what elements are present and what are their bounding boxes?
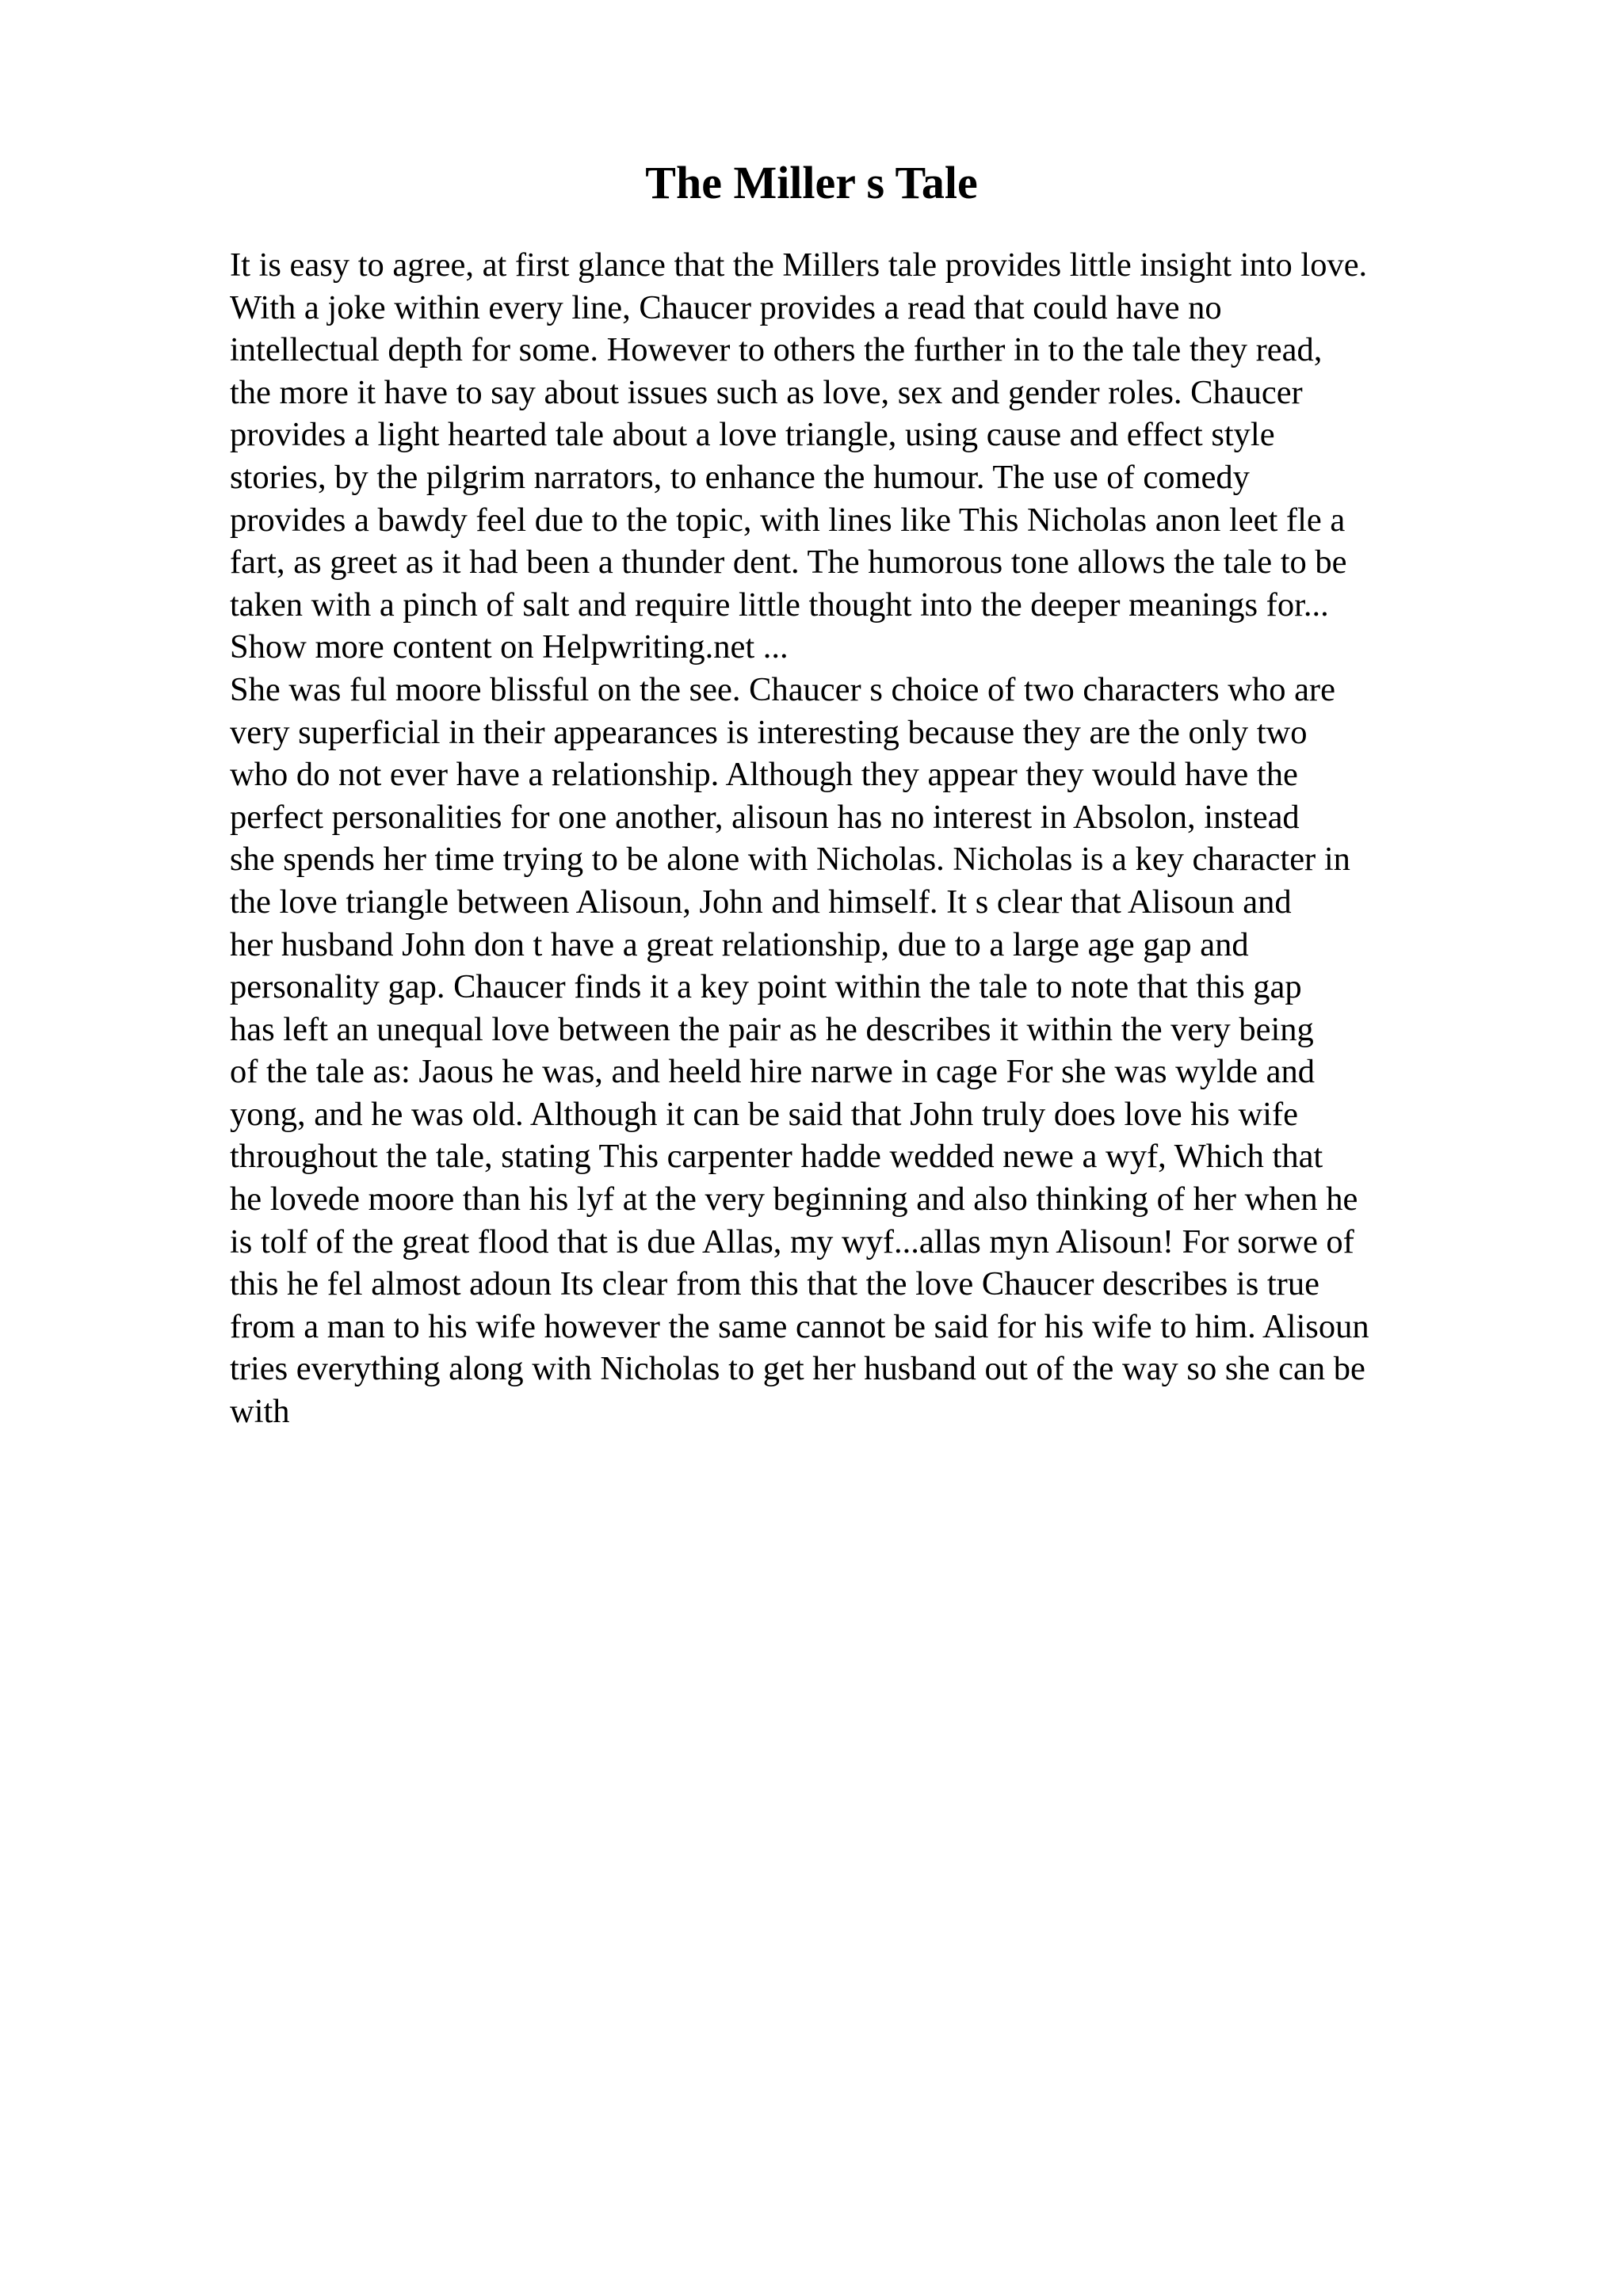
text-line: perfect personalities for one another, alisoun has no interest in Absolon, instead	[230, 798, 1300, 836]
text-line: he lovede moore than his lyf at the very beginning and also thinking of her when he	[230, 1180, 1358, 1219]
text-line: is tolf of the great flood that is due Allas, my wyf...allas myn Alisoun! For sorwe of	[230, 1222, 1354, 1261]
text-line: With a joke within every line, Chaucer provides a read that could have no	[230, 288, 1222, 326]
text-line: she spends her time trying to be alone with Nicholas. Nicholas is a key character in	[230, 841, 1350, 879]
text-line: yong, and he was old. Although it can be said that John truly does love his wife	[230, 1095, 1298, 1133]
text-line: tries everything along with Nicholas to get her husband out of the way so she can be	[230, 1350, 1365, 1388]
text-line: intellectual depth for some. However to others the further in to the tale they read,	[230, 331, 1323, 369]
text-line: from a man to his wife however the same cannot be said for his wife to him. Alisoun	[230, 1307, 1369, 1345]
text-line: taken with a pinch of salt and require little thought into the deeper meanings for...	[230, 585, 1329, 624]
text-line: Show more content on Helpwriting.net ...	[230, 628, 789, 666]
text-line: It is easy to agree, at first glance that the Millers tale provides little insight into love.	[230, 246, 1368, 284]
text-line: She was ful moore blissful on the see. Chaucer s choice of two characters who are	[230, 670, 1335, 708]
text-line: with	[230, 1393, 290, 1431]
text-line: provides a bawdy feel due to the topic, with lines like This Nicholas anon leet fle a	[230, 501, 1346, 539]
text-line: fart, as greet as it had been a thunder dent. The humorous tone allows the tale to be	[230, 543, 1347, 582]
text-line: very superficial in their appearances is interesting because they are the only two	[230, 713, 1308, 751]
document-title: The Miller s Tale	[645, 157, 978, 208]
text-line: personality gap. Chaucer finds it a key point within the tale to note that this gap	[230, 968, 1302, 1006]
text-line: throughout the tale, stating This carpenter hadde wedded newe a wyf, Which that	[230, 1138, 1323, 1176]
text-line: has left an unequal love between the pair as he describes it within the very being	[230, 1010, 1314, 1048]
text-line: the more it have to say about issues such as love, sex and gender roles. Chaucer	[230, 373, 1303, 411]
text-line: her husband John don t have a great relationship, due to a large age gap and	[230, 925, 1249, 963]
text-line: provides a light hearted tale about a love triangle, using cause and effect style	[230, 416, 1275, 454]
document-body	[230, 244, 1514, 1433]
text-line: stories, by the pilgrim narrators, to enhance the humour. The use of comedy	[230, 458, 1250, 496]
text-line: this he fel almost adoun Its clear from this that the love Chaucer describes is true	[230, 1265, 1319, 1303]
text-line: the love triangle between Alisoun, John and himself. It s clear that Alisoun and	[230, 883, 1292, 921]
text-line: who do not ever have a relationship. Although they appear they would have the	[230, 756, 1298, 794]
text-line: of the tale as: Jaous he was, and heeld hire narwe in cage For she was wylde and	[230, 1053, 1315, 1091]
